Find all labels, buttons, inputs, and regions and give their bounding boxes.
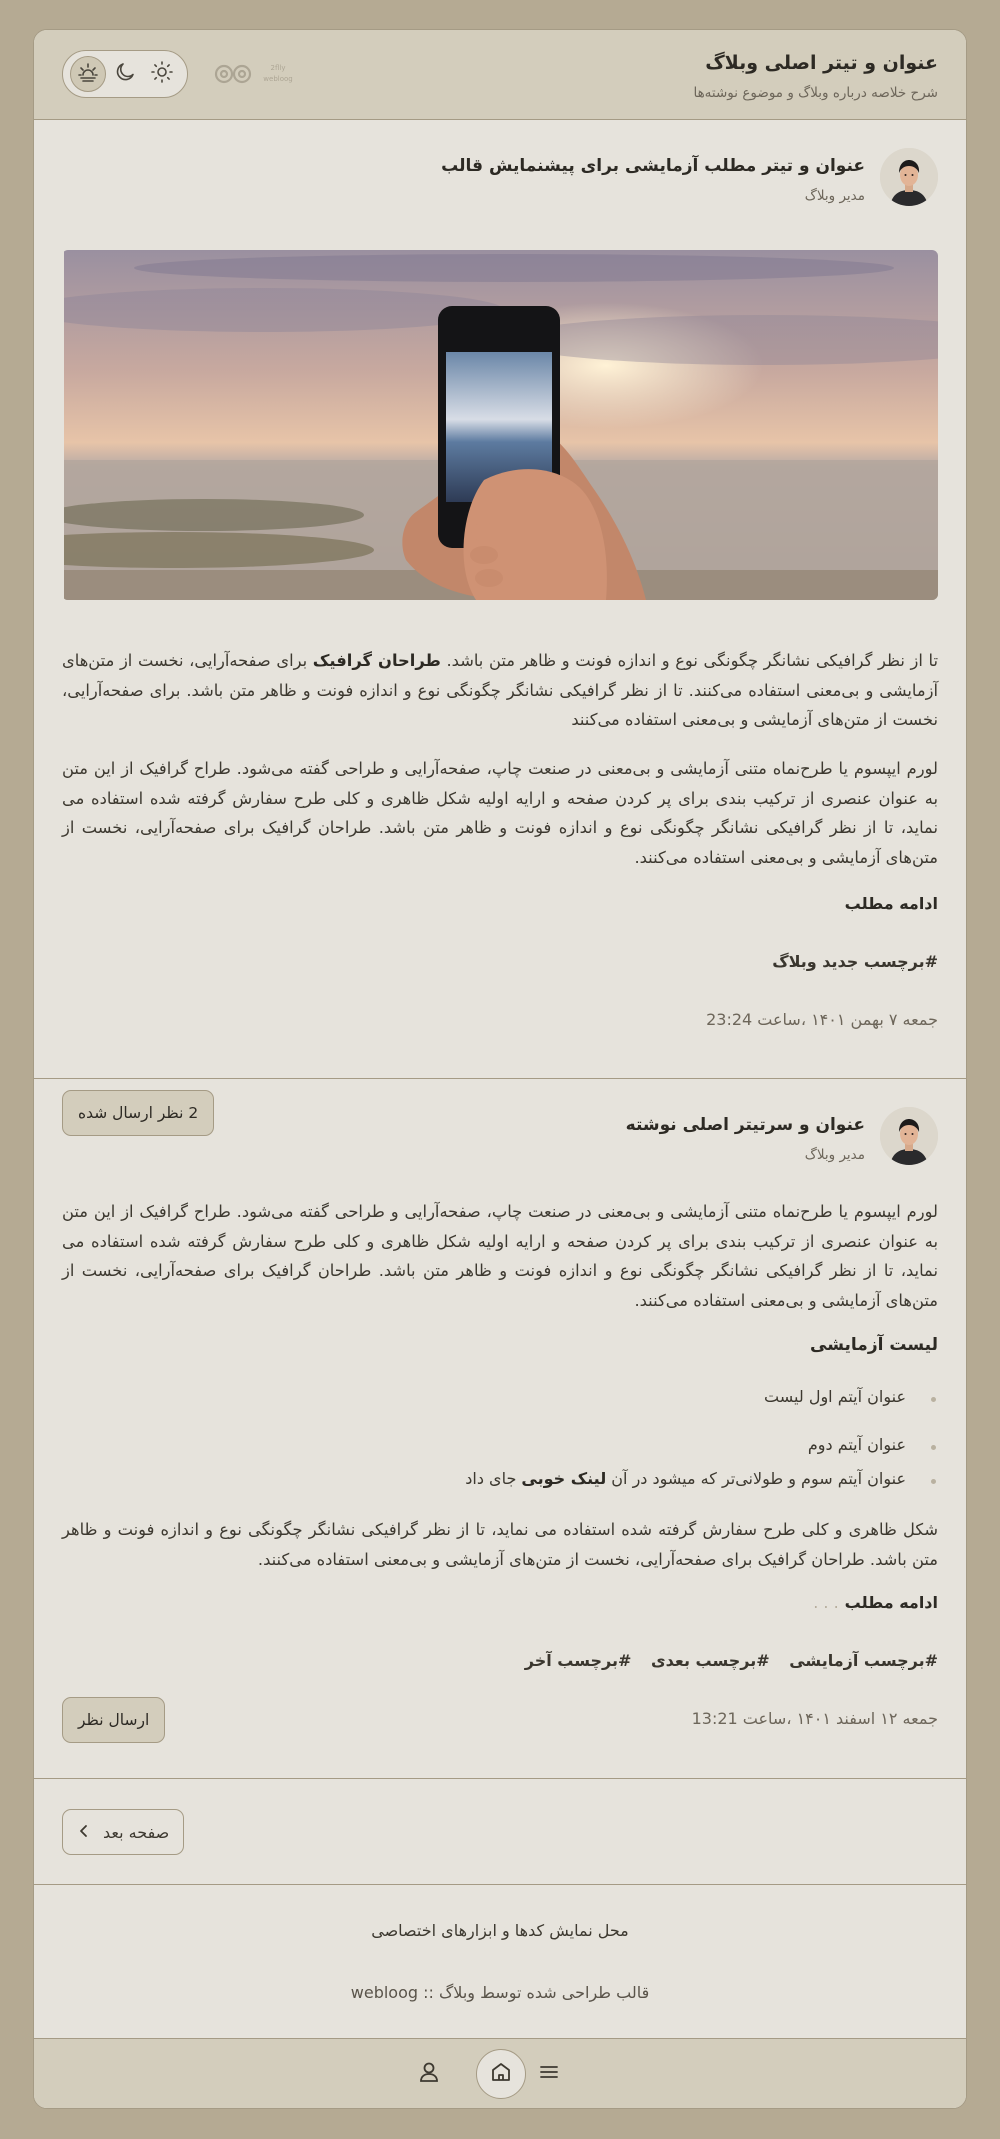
svg-text:webloog: webloog	[263, 75, 293, 83]
list-heading: لیست آزمایشی	[810, 1335, 938, 1355]
site-title[interactable]: عنوان و تیتر اصلی وبلاگ	[705, 52, 938, 74]
footer-credit[interactable]: قالب طراحی شده توسط وبلاگ :: webloog	[350, 1983, 650, 2002]
site-header	[34, 30, 966, 120]
post-title[interactable]: عنوان و سرتیتر اصلی نوشته	[625, 1115, 865, 1135]
post-image[interactable]	[62, 250, 938, 600]
nav-user-button[interactable]	[404, 2049, 454, 2099]
post-paragraph: تا از نظر گرافیکی نشانگر چگونگی نوع و اندازه فونت و ظاهر متن باشد. طراحان گرافیک برای صفحه‌آرایی، نخست از متن‌های آزمایشی و بی‌معنی استفاده می‌کنند. تا از نظر گرافیکی نشانگر چگونگی نوع و اندازه فونت و ظاهر متن باشد. برای صفحه‌آرایی، نخست از متن‌های آزمایشی و بی‌معنی استفاده می‌کنند	[62, 651, 938, 729]
post-date: جمعه ۱۲ اسفند ۱۴۰۱ ،ساعت 13:21	[691, 1709, 938, 1728]
list-item: عنوان آیتم اول لیست	[764, 1387, 906, 1406]
site-footer	[34, 1885, 966, 2042]
tag-link[interactable]: #برچسب آخر	[524, 1651, 632, 1670]
svg-text:2flly: 2flly	[270, 64, 286, 72]
nav-menu-button[interactable]	[524, 2049, 574, 2099]
tag-link[interactable]: #برچسب بعدی	[651, 1651, 770, 1670]
brand-logo[interactable]	[212, 56, 302, 92]
site-description: شرح خلاصه درباره وبلاگ و موضوع نوشته‌ها	[693, 85, 938, 101]
menu-icon	[536, 2059, 562, 2089]
home-icon	[488, 2059, 514, 2089]
post-card	[34, 120, 966, 1122]
read-more-dots: . . .	[813, 1593, 839, 1612]
chevron-left-icon	[77, 1823, 91, 1842]
author-avatar[interactable]	[880, 148, 938, 206]
footer-widgets-text: محل نمایش کدها و ابزارهای اختصاصی	[371, 1921, 629, 1940]
sun-icon	[150, 60, 174, 88]
moon-icon	[113, 60, 137, 88]
page-frame	[33, 29, 967, 2109]
read-more-link[interactable]: ادامه مطلب. . .	[813, 1593, 938, 1612]
theme-light-button[interactable]	[144, 56, 180, 92]
next-page-button[interactable]	[62, 1809, 184, 1855]
post-paragraph: لورم ایپسوم یا طرح‌نماه متنی آزمایشی و بی‌معنی در صنعت چاپ، صفحه‌آرایی و طراحی گفته می‌شود. طراح گرافیک از این متن به عنوان عنصری از ترکیب بندی برای پر کردن صفحه و ارایه اولیه شکل ظاهری و کلی طرح سفارش گرفته شده استفاده می نماید، تا از نظر گرافیکی نشانگر چگونگی نوع و اندازه فونت و ظاهر متن باشد. طراحان گرافیک برای صفحه‌آرایی، نخست از متن‌های آزمایشی و بی‌معنی استفاده می‌کنند.	[62, 759, 938, 867]
post-date: جمعه ۷ بهمن ۱۴۰۱ ،ساعت 23:24	[706, 1010, 938, 1029]
comments-button[interactable]: ارسال نظر	[62, 1697, 165, 1743]
post-tags	[758, 952, 938, 971]
inline-link[interactable]: لینک خوبی	[521, 1469, 607, 1488]
post-card	[34, 1079, 966, 1779]
theme-auto-button[interactable]	[70, 56, 106, 92]
theme-toggle	[62, 50, 188, 98]
post-tags	[511, 1651, 938, 1670]
user-icon	[416, 2059, 442, 2089]
tag-link[interactable]: #برچسب آزمایشی	[789, 1651, 938, 1670]
comments-button[interactable]: 2 نظر ارسال شده	[62, 1090, 214, 1136]
tag-link[interactable]: #برچسب جدید وبلاگ	[772, 952, 938, 971]
list-item: عنوان آیتم سوم و طولانی‌تر که میشود در آن لینک خوبی جای داد	[465, 1469, 906, 1488]
post-paragraph: لورم ایپسوم یا طرح‌نماه متنی آزمایشی و بی‌معنی در صنعت چاپ، صفحه‌آرایی و طراحی گفته می‌شود. طراح گرافیک از این متن به عنوان عنصری از ترکیب بندی برای پر کردن صفحه و ارایه اولیه شکل ظاهری و کلی طرح سفارش گرفته شده استفاده می نماید، تا از نظر گرافیکی نشانگر چگونگی نوع و اندازه فونت و ظاهر متن باشد. طراحان گرافیک برای صفحه‌آرایی، نخست از متن‌های آزمایشی و بی‌معنی استفاده می‌کنند.	[62, 1202, 938, 1310]
post-author[interactable]: مدیر وبلاگ	[804, 1147, 865, 1163]
read-more-link[interactable]: ادامه مطلب	[844, 894, 938, 913]
list-item: عنوان آیتم دوم	[807, 1435, 906, 1454]
post-author[interactable]: مدیر وبلاگ	[804, 188, 865, 204]
theme-dark-button[interactable]	[107, 56, 143, 92]
post-title[interactable]: عنوان و تیتر مطلب آزمایشی برای پیشنمایش قالب	[441, 156, 865, 176]
author-avatar[interactable]	[880, 1107, 938, 1165]
post-paragraph-bold: طراحان گرافیک	[312, 651, 441, 670]
pagination	[34, 1779, 966, 1885]
post-paragraph: شکل ظاهری و کلی طرح سفارش گرفته شده استفاده می نماید، تا از نظر گرافیکی نشانگر چگونگی نوع و اندازه فونت و ظاهر متن باشد. طراحان گرافیک برای صفحه‌آرایی، نخست از متن‌های آزمایشی و بی‌معنی استفاده می‌کنند.	[62, 1520, 938, 1569]
next-page-label: صفحه بعد	[103, 1822, 170, 1842]
nav-home-button[interactable]	[476, 2049, 526, 2099]
sunrise-icon	[76, 60, 100, 88]
bottom-navigation	[34, 2038, 966, 2108]
